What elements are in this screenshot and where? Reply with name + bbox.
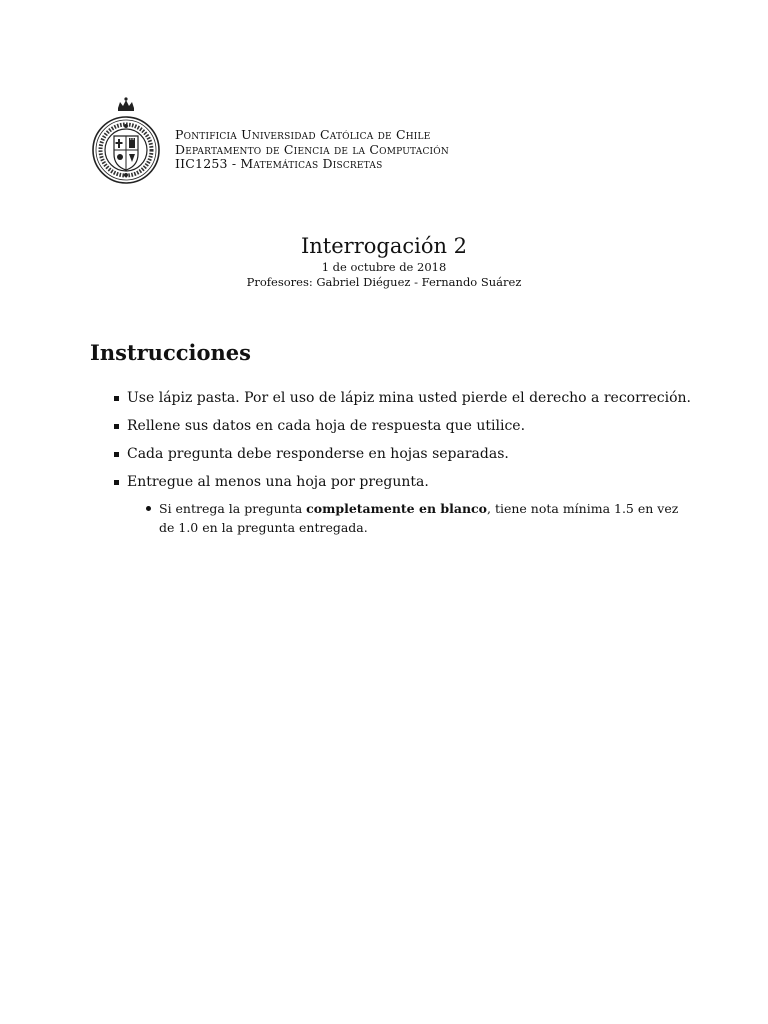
institution-header [175, 128, 449, 172]
list-item [146, 499, 686, 537]
exam-professors: Profesores: Gabriel Diéguez - Fernando Suárez [246, 275, 522, 289]
sub-instruction-prefix: Si entrega la pregunta [159, 501, 307, 516]
list-item [110, 444, 700, 472]
instruction-text: Use lápiz pasta. Por el uso de lápiz mina usted pierde el derecho a recorreción. [127, 390, 691, 406]
dot-bullet-icon [146, 506, 151, 511]
square-bullet-icon [114, 452, 119, 457]
instructions-sublist [146, 499, 686, 537]
square-bullet-icon [114, 424, 119, 429]
exam-date: 1 de octubre de 2018 [321, 260, 447, 274]
instruction-text: Entregue al menos una hoja por pregunta. [127, 474, 429, 490]
instructions-heading: Instrucciones [90, 340, 251, 365]
instructions-list [110, 388, 700, 500]
list-item [110, 416, 700, 444]
exam-title: Interrogación 2 [300, 234, 468, 258]
list-item [110, 472, 700, 500]
sub-instruction-suffix: , tiene nota mínima 1.5 en vez de 1.0 en la pregunta entregada. [159, 501, 679, 535]
university-seal-logo [91, 94, 161, 192]
instruction-text: Cada pregunta debe responderse en hojas separadas. [127, 446, 509, 462]
list-item [110, 388, 700, 416]
sub-instruction-emphasis: completamente en blanco [306, 501, 488, 516]
course-name: IIC1253 - Matemáticas Discretas [175, 156, 383, 171]
square-bullet-icon [114, 480, 119, 485]
department-name: Departamento de Ciencia de la Computación [175, 141, 449, 157]
square-bullet-icon [114, 396, 119, 401]
title-block [0, 232, 768, 290]
instruction-text: Rellene sus datos en cada hoja de respuesta que utilice. [127, 418, 526, 434]
university-name: Pontificia Universidad Católica de Chile [175, 127, 431, 142]
